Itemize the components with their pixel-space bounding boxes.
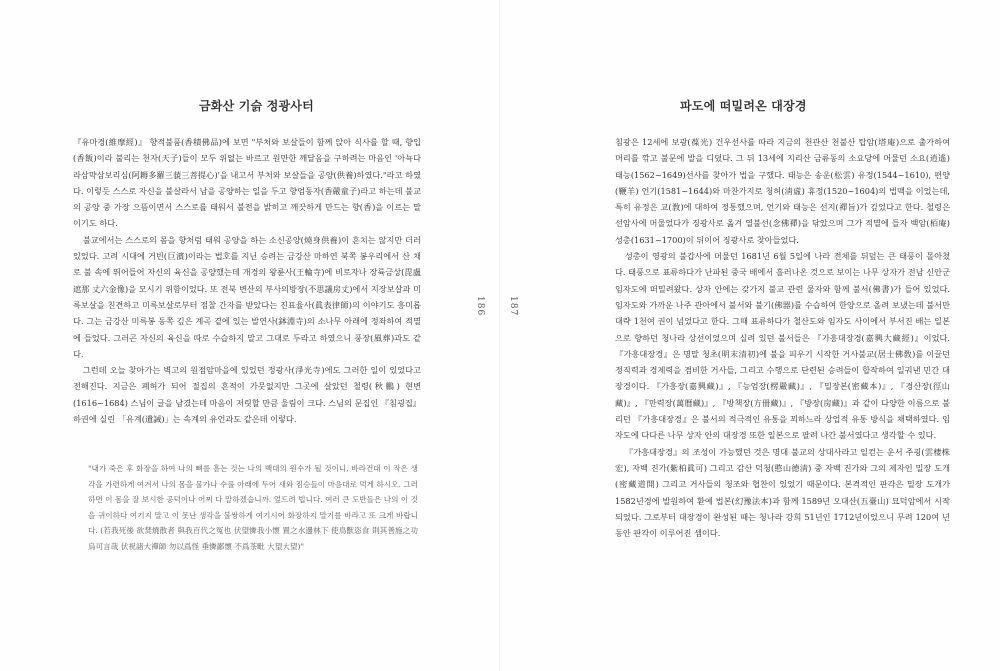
right-page <box>500 0 1000 671</box>
left-page-number: 186 <box>475 296 485 317</box>
left-paragraph-2: 불교에서는 스스로의 몸을 향처럼 태워 공양을 하는 소신공양(燒身供養)이 흔치는 않지만 더러 있었다. 고려 시대에 거빈(巨濱)이라는 법호를 지닌 승려는 금강산 마하연 북쪽 봉우리에서 산 채로 불 속에 뛰어들어 자신의 육신을 공양했는데 개경의 왕륜사(王輪寺)에 비로자나 장륙금상(毘盧遮那 丈六金像)을 모시기 위함이었다. 또 전북 변산의 부사의방장(不思議房丈)에서 지장보살과 미륵보살을 친견하고 미륵보살로부터 점찰 간자를 받았다는 진표율사(眞表律師)의 이야기도 흥미롭다. 그는 금강산 미륵봉 동쪽 깊은 계곡 곁에 있는 발연사(鉢淵寺)의 소나무 아래에 정좌하여 적멸에 들었다. 그러곤 자신의 육신을 따로 수습하지 말고 그대로 두라고 하였으니 풍장(風葬)과도 같다. <box>73 234 421 359</box>
left-page-body <box>73 134 421 427</box>
right-paragraph-3: 『가흥대장경』의 조성이 가능했던 것은 명대 불교의 상대사라고 일컫는 운서 주굉(雲棲株宏), 자백 진가(紫柏眞可) 그리고 감산 덕청(憨山德淸) 중 자백 진가와 그의 제자인 밀장 도개(密藏道開) 그리고 거사들의 청조와 협찬이 있었기 때문이다. 본격적인 판각은 밀장 도개가 1582년경에 발원하여 환예 법본(幻豫法本)과 함께 1589년 오대산(五臺山) 묘덕암에서 시작되었다. 그로부터 대장경이 완성된 때는 청나라 강희 51년인 1712년이었으니 무려 120여 년 동안 판각이 이루어진 셈이다. <box>615 446 950 539</box>
right-paragraph-1: 침광은 12세에 보광(葆光) 건우선사를 따라 지금의 천관산 천불산 탑암(塔庵)으로 출가하여 머리를 깎고 불문에 발을 디뎠다. 그 뒤 13세에 지리산 금류동의 소요당에 머물던 소요(逍遙) 태능(1562~1649)선사를 찾아가 법을 구했다. 태능은 송운(松雲) 유정(1544~1610), 편양(鞭羊) 언기(1581~1644)와 마찬가지로 청허(淸虛) 휴정(1520~1604)의 법맥을 이었는데, 특히 유정은 교(敎)에 대하여 정통했으며, 언기와 태능은 선지(禪旨)가 깊었다고 한다. 철령은 선암사에 머물었다가 징광사로 옮겨 열불선(念佛禪)을 닦았으며 그가 적멸에 들자 백암(栢庵) 성총(1631~1700)이 뒤이어 징광사로 찾아들었다. <box>615 137 950 245</box>
quoted-passage: "내가 죽은 후 화장을 하여 나의 뼈를 흩는 것는 나의 백대의 원수가 될 것이니, 바라건대 이 작은 생각을 가련하게 여겨서 나의 몸을 물가나 수풀 아래에 두어 새와 짐승들이 마음대로 먹게 하시오. 그러하면 이 몸을 잘 보시한 공덕이나 어찌 다 말하겠습니까. 엎드려 빕니다. 여러 큰 도반들은 나의 이 것을 귀이하다 여기지 말고 이 못난 생각을 불쌍하게 여기시어 화장하지 말기를 바라고 또 크게 바랍니다. (若我死後 欲焚燒散者 與我百代之冤也 伏望憐我小懷 置之水邊林下 使鳥獸恣食 則其善施之功 烏可言哉 伏祝諸大禪師 勿以爲怪 垂憐鄙懷 不爲茶毗 大望大望)" <box>88 464 418 551</box>
right-page-body <box>615 134 950 541</box>
left-page-heading: 금화산 기슭 정광사터 <box>199 99 314 113</box>
right-page-number: 187 <box>508 296 518 317</box>
right-paragraph-2: 성총이 영광의 불갑사에 머물던 1681년 6월 5일에 나라 전체를 뒤덮는 큰 태풍이 몰아쳤다. 태풍으로 표류하다가 난파된 중국 배에서 흘러나온 것으로 보이는 나무 상자가 전남 신안군 임자도에 떠밀려왔다. 상자 안에는 갖가지 불교 관련 물자와 함께 불서(佛書)가 들어 있었다. 임자도와 가까운 나주 관아에서 불서와 불기(佛器)를 수습하여 한양으로 올려 보냈는데 불서만 대략 1천여 권이 넘었다고 한다. 그때 표류하다가 철산도와 임자도 사이에서 부서진 배는 일본으로 향하던 청나라 상선이었으며 실려 있던 불서들은 『가흥대장경(嘉興大藏經)』이었다. 『가흥대장경』은 명말 청초(明末清初)에 불을 피우기 시작한 거사불교(居士佛敎)를 이끌던 정직력과 경제력을 겸비한 거사들, 그리고 수행으로 단련된 승려들이 합작하여 일궈낸 민간 대장경이다. 『가흥장(嘉興藏)』, 『능엄장(楞嚴藏)』, 『밀장본(密藏本)』, 『경산장(徑山藏)』, 『만력장(萬曆藏)』, 『방책장(方冊藏)』, 『방장(房藏)』과 같이 다양한 이름으로 불리던 『가흥대장경』은 불서의 적극적인 유통을 꾀하느라 상업적 유통 방식을 채택하였다. 임자도에 다다른 나무 상자 안의 대장경 또한 일본으로 팔려 나간 불서였다고 생각할 수 있다. <box>615 251 950 441</box>
left-paragraph-1: 『유마경(維摩經)』 향적불품(香積佛品)에 보면 "부처와 보살들이 함께 앉아 식사를 할 때, 향입(香飯)이라 불리는 천자(天子)들이 모두 위없는 바르고 원만한 깨달음을 구하려는 마음인 '아뇩다라삼먁삼보리심(阿耨多羅三藐三菩提心)'을 내고서 부처와 보살들을 공양(供養)하였다."라고 하였다. 이렇듯 스스로 자신을 불살라서 남을 공양하는 일을 두고 향엄동자(香嚴童子)라고 하는데 불교의 공양 중 가장 으뜸이면서 스스로를 태워서 불전을 밝히고 깨끗하게 만드는 향(香)을 이르는 말이기도 하다. <box>73 137 421 229</box>
left-paragraph-3: 그런데 오늘 찾아가는 벽고의 원점암마을에 있었던 정광사(淨光寺)에도 그러한 일이 있었다고 전해진다. 지금은 폐허가 되어 절집의 흔적이 가뭇없지만 그곳에 살았던 철령(秋鵬) 현변(1616~1684) 스님이 글을 남겼는데 마음이 저릿할 만큼 울림이 크다. 스님의 문집인 『침굉집』 하권에 실린 「유계(遺誡)」는 속계의 유언과도 같은데 이렇다. <box>73 365 421 425</box>
right-page-heading: 파도에 떠밀려온 대장경 <box>680 99 807 113</box>
